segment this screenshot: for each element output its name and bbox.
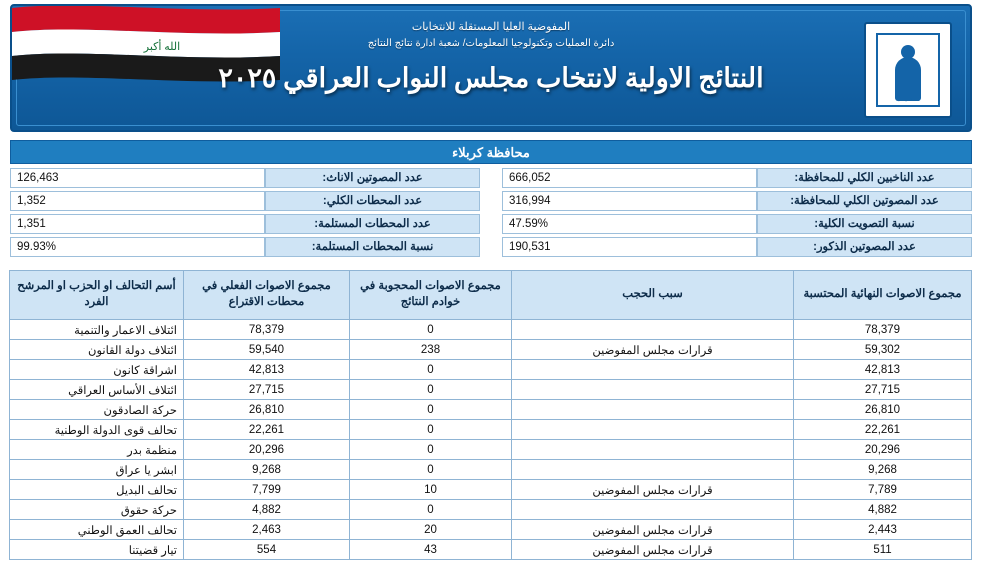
summary-label: عدد المحطات المستلمة:: [265, 214, 480, 234]
cell-final-votes: 59,302: [794, 340, 972, 360]
cell-actual-votes: 7,799: [184, 480, 350, 500]
table-row: [10, 380, 972, 400]
cell-final-votes: 78,379: [794, 320, 972, 340]
results-page: [0, 4, 982, 566]
column-header-final-votes: مجموع الاصوات النهائية المحتسبة: [794, 271, 972, 320]
table-row: [10, 360, 972, 380]
summary-label: عدد المصوتين الكلي للمحافظة:: [757, 191, 972, 211]
summary-row: [502, 214, 972, 234]
summary-label: نسبة التصويت الكلية:: [757, 214, 972, 234]
cell-actual-votes: 78,379: [184, 320, 350, 340]
cell-reason: [512, 320, 794, 340]
table-row: [10, 480, 972, 500]
summary-value: 99.93%: [10, 237, 265, 257]
summary-row: [502, 191, 972, 211]
summary-row: [10, 191, 480, 211]
commission-name: المفوضية العليا المستقلة للانتخابات: [411, 21, 571, 33]
cell-withheld-votes: 0: [350, 460, 512, 480]
table-row: [10, 520, 972, 540]
results-table: [9, 270, 972, 560]
department-name: دائرة العمليات وتكنولوجيا المعلومات/ شعبة ادارة نتائج النتائج: [367, 38, 615, 49]
cell-reason: [512, 460, 794, 480]
cell-final-votes: 9,268: [794, 460, 972, 480]
summary-value: 316,994: [502, 191, 757, 211]
svg-text:الله أكبر: الله أكبر: [143, 41, 181, 53]
summary-value: 666,052: [502, 168, 757, 188]
cell-withheld-votes: 0: [350, 360, 512, 380]
table-row: [10, 500, 972, 520]
cell-entity-name: ائتلاف الاعمار والتنمية: [10, 320, 184, 340]
cell-withheld-votes: 0: [350, 420, 512, 440]
cell-final-votes: 511: [794, 540, 972, 560]
cell-actual-votes: 2,463: [184, 520, 350, 540]
cell-reason: قرارات مجلس المفوضين: [512, 480, 794, 500]
cell-entity-name: منظمة بدر: [10, 440, 184, 460]
summary-section: [10, 168, 972, 260]
cell-withheld-votes: 43: [350, 540, 512, 560]
summary-row: [502, 237, 972, 257]
cell-entity-name: ابشر يا عراق: [10, 460, 184, 480]
cell-reason: قرارات مجلس المفوضين: [512, 540, 794, 560]
cell-actual-votes: 26,810: [184, 400, 350, 420]
header-text-block: [12, 20, 970, 94]
summary-label: عدد المصوتين الاناث:: [265, 168, 480, 188]
cell-final-votes: 7,789: [794, 480, 972, 500]
table-row: [10, 460, 972, 480]
column-header-entity-name: أسم التحالف او الحزب او المرشح الفرد: [10, 271, 184, 320]
summary-label: عدد الناخبين الكلي للمحافظة:: [757, 168, 972, 188]
results-table-wrapper: [10, 270, 972, 560]
table-row: [10, 440, 972, 460]
cell-final-votes: 26,810: [794, 400, 972, 420]
cell-withheld-votes: 238: [350, 340, 512, 360]
column-header-withhold-reason: سبب الحجب: [512, 271, 794, 320]
table-row: [10, 420, 972, 440]
summary-value: 47.59%: [502, 214, 757, 234]
cell-final-votes: 4,882: [794, 500, 972, 520]
cell-actual-votes: 27,715: [184, 380, 350, 400]
column-header-actual-votes: مجموع الاصوات الفعلي في محطات الاقتراع: [184, 271, 350, 320]
table-row: [10, 540, 972, 560]
results-table-body: [10, 320, 972, 560]
cell-withheld-votes: 0: [350, 440, 512, 460]
cell-entity-name: حركة الصادقون: [10, 400, 184, 420]
summary-row: [10, 237, 480, 257]
summary-row: [10, 168, 480, 188]
cell-entity-name: ائتلاف دولة القانون: [10, 340, 184, 360]
logo-caption: انتخابات: [896, 96, 920, 103]
summary-label: نسبة المحطات المستلمة:: [265, 237, 480, 257]
cell-final-votes: 20,296: [794, 440, 972, 460]
page-title: النتائج الاولية لانتخاب مجلس النواب العراقي ٢٠٢٥: [218, 63, 764, 93]
cell-actual-votes: 4,882: [184, 500, 350, 520]
header-banner: [10, 4, 972, 132]
table-row: [10, 340, 972, 360]
cell-entity-name: تيار قضيتنا: [10, 540, 184, 560]
cell-final-votes: 22,261: [794, 420, 972, 440]
cell-entity-name: اشراقة كانون: [10, 360, 184, 380]
cell-withheld-votes: 0: [350, 380, 512, 400]
cell-reason: [512, 400, 794, 420]
cell-reason: قرارات مجلس المفوضين: [512, 340, 794, 360]
summary-label: عدد المصوتين الذكور:: [757, 237, 972, 257]
cell-final-votes: 2,443: [794, 520, 972, 540]
cell-reason: قرارات مجلس المفوضين: [512, 520, 794, 540]
cell-withheld-votes: 20: [350, 520, 512, 540]
cell-final-votes: 42,813: [794, 360, 972, 380]
summary-value: 1,351: [10, 214, 265, 234]
cell-actual-votes: 20,296: [184, 440, 350, 460]
cell-reason: [512, 360, 794, 380]
governorate-title: محافظة كربلاء: [10, 140, 972, 164]
cell-reason: [512, 420, 794, 440]
cell-entity-name: حركة حقوق: [10, 500, 184, 520]
cell-withheld-votes: 10: [350, 480, 512, 500]
summary-value: 1,352: [10, 191, 265, 211]
cell-actual-votes: 42,813: [184, 360, 350, 380]
column-header-withheld-votes: مجموع الاصوات المحجوبة في خوادم النتائج: [350, 271, 512, 320]
cell-actual-votes: 554: [184, 540, 350, 560]
table-header-row: [10, 271, 972, 320]
cell-final-votes: 27,715: [794, 380, 972, 400]
summary-row: [502, 168, 972, 188]
cell-actual-votes: 59,540: [184, 340, 350, 360]
summary-label: عدد المحطات الكلي:: [265, 191, 480, 211]
summary-value: 190,531: [502, 237, 757, 257]
cell-withheld-votes: 0: [350, 320, 512, 340]
summary-row: [10, 214, 480, 234]
summary-column-left: [10, 168, 480, 260]
cell-reason: [512, 500, 794, 520]
summary-value: 126,463: [10, 168, 265, 188]
cell-actual-votes: 22,261: [184, 420, 350, 440]
cell-withheld-votes: 0: [350, 400, 512, 420]
table-row: [10, 320, 972, 340]
cell-reason: [512, 440, 794, 460]
cell-entity-name: ائتلاف الأساس العراقي: [10, 380, 184, 400]
summary-column-right: [502, 168, 972, 260]
cell-reason: [512, 380, 794, 400]
cell-entity-name: تحالف قوى الدولة الوطنية: [10, 420, 184, 440]
table-row: [10, 400, 972, 420]
cell-withheld-votes: 0: [350, 500, 512, 520]
cell-entity-name: تحالف العمق الوطني: [10, 520, 184, 540]
cell-entity-name: تحالف البديل: [10, 480, 184, 500]
cell-actual-votes: 9,268: [184, 460, 350, 480]
